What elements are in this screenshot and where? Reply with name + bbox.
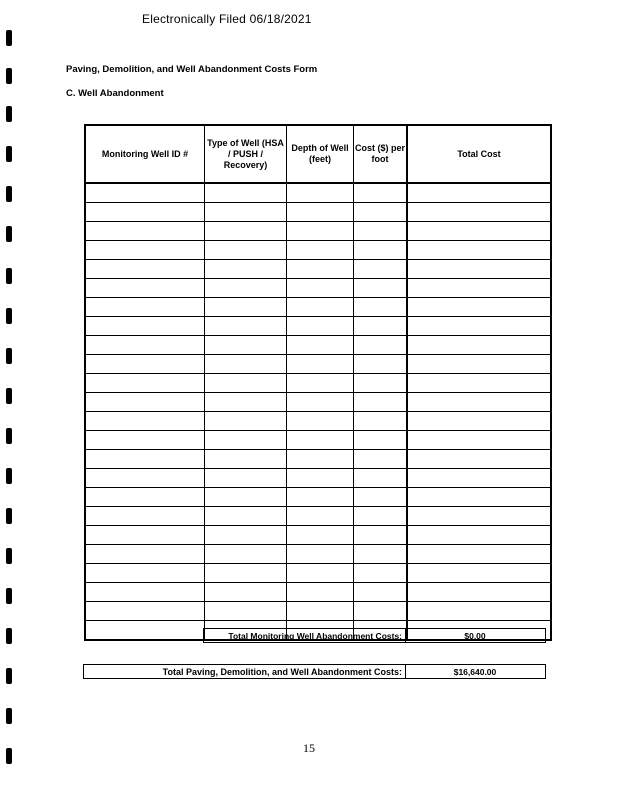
table-cell [205, 317, 287, 336]
table-row [85, 564, 551, 583]
table-cell [85, 393, 205, 412]
table-cell [354, 298, 408, 317]
table-row [85, 488, 551, 507]
table-cell [205, 469, 287, 488]
table-cell [354, 583, 408, 602]
binder-hole [6, 708, 12, 724]
table-row [85, 507, 551, 526]
table-row [85, 279, 551, 298]
table-cell [85, 336, 205, 355]
table-cell [205, 507, 287, 526]
table-row [85, 374, 551, 393]
table-cell [287, 183, 354, 203]
table-row [85, 298, 551, 317]
table-cell [205, 374, 287, 393]
binder-hole [6, 428, 12, 444]
table-cell [205, 279, 287, 298]
table-cell [287, 583, 354, 602]
table-cell [407, 355, 551, 374]
table-cell [85, 431, 205, 450]
table-body [85, 183, 551, 640]
grand-total-label: Total Paving, Demolition, and Well Abandonment Costs: [84, 665, 406, 678]
table-cell [287, 488, 354, 507]
table-cell [85, 279, 205, 298]
table-cell [407, 336, 551, 355]
table-cell [407, 317, 551, 336]
table-cell [354, 526, 408, 545]
table-cell [287, 602, 354, 621]
table-row [85, 545, 551, 564]
table-cell [85, 374, 205, 393]
col-header-well-type: Type of Well (HSA / PUSH / Recovery) [205, 125, 287, 183]
table-cell [407, 431, 551, 450]
table-cell [354, 469, 408, 488]
grand-total-row [83, 664, 546, 679]
table-cell [407, 260, 551, 279]
table-row [85, 222, 551, 241]
table-cell [407, 279, 551, 298]
table-cell [205, 431, 287, 450]
table-cell [85, 488, 205, 507]
table-cell [287, 412, 354, 431]
table-cell [85, 412, 205, 431]
table-cell [85, 602, 205, 621]
table-cell [354, 393, 408, 412]
table-cell [205, 203, 287, 222]
table-cell [354, 412, 408, 431]
table-cell [407, 488, 551, 507]
col-header-well-id: Monitoring Well ID # [85, 125, 205, 183]
table-row [85, 412, 551, 431]
table-row [85, 450, 551, 469]
binder-hole [6, 348, 12, 364]
table-row [85, 469, 551, 488]
table-cell [287, 336, 354, 355]
table-cell [85, 450, 205, 469]
table-cell [287, 374, 354, 393]
table-cell [354, 241, 408, 260]
binder-hole [6, 226, 12, 242]
table-cell [85, 583, 205, 602]
table-cell [287, 203, 354, 222]
table-cell [85, 260, 205, 279]
table-cell [205, 355, 287, 374]
binder-hole [6, 548, 12, 564]
page-number: 15 [303, 741, 315, 755]
table-cell [407, 222, 551, 241]
binder-hole [6, 146, 12, 162]
table-cell [407, 183, 551, 203]
table-cell [205, 183, 287, 203]
table-cell [287, 545, 354, 564]
table-cell [205, 336, 287, 355]
binder-hole [6, 30, 12, 46]
table-cell [287, 317, 354, 336]
table-cell [354, 374, 408, 393]
table-cell [354, 564, 408, 583]
binder-hole [6, 308, 12, 324]
table-cell [205, 298, 287, 317]
table-cell [407, 393, 551, 412]
table-cell [354, 431, 408, 450]
table-row [85, 183, 551, 203]
binder-hole [6, 388, 12, 404]
table-cell [85, 355, 205, 374]
table-cell [407, 203, 551, 222]
table-cell [85, 507, 205, 526]
table-cell [287, 222, 354, 241]
binder-hole [6, 186, 12, 202]
table-row [85, 602, 551, 621]
table-cell [205, 260, 287, 279]
table-cell [85, 241, 205, 260]
table-cell [287, 393, 354, 412]
table-cell [85, 222, 205, 241]
table-cell [287, 469, 354, 488]
table-cell [354, 545, 408, 564]
table-cell [407, 412, 551, 431]
table-cell [85, 564, 205, 583]
table-row [85, 526, 551, 545]
table-cell [85, 317, 205, 336]
table-cell [354, 183, 408, 203]
table-cell [354, 602, 408, 621]
table-cell [407, 241, 551, 260]
table-cell [407, 469, 551, 488]
table-cell [287, 260, 354, 279]
table-header-row [85, 125, 551, 183]
table-cell [354, 260, 408, 279]
section-title: C. Well Abandonment [66, 88, 164, 99]
table-cell [287, 431, 354, 450]
binder-hole [6, 106, 12, 122]
table-cell [354, 488, 408, 507]
table-cell [85, 469, 205, 488]
binder-hole [6, 268, 12, 284]
table-cell [205, 545, 287, 564]
form-title: Paving, Demolition, and Well Abandonment Costs Form [66, 64, 318, 75]
table-cell [407, 602, 551, 621]
table-cell [354, 317, 408, 336]
binder-hole [6, 668, 12, 684]
table-cell [407, 583, 551, 602]
binder-hole [6, 68, 12, 84]
table-cell [205, 602, 287, 621]
table-row [85, 431, 551, 450]
table-cell [354, 279, 408, 298]
well-abandonment-table [84, 124, 552, 641]
table-cell [85, 203, 205, 222]
binder-hole [6, 468, 12, 484]
table-cell [205, 412, 287, 431]
monitoring-total-value: $0.00 [464, 630, 486, 641]
table-cell [407, 374, 551, 393]
table-cell [287, 241, 354, 260]
table-row [85, 203, 551, 222]
table-cell [85, 545, 205, 564]
table-cell [205, 222, 287, 241]
table-cell [407, 526, 551, 545]
table-cell [407, 450, 551, 469]
table-cell [205, 583, 287, 602]
table-cell [354, 450, 408, 469]
table-cell [354, 355, 408, 374]
table-row [85, 393, 551, 412]
table-cell [407, 564, 551, 583]
binder-holes [4, 0, 14, 800]
col-header-cost-per-foot: Cost ($) per foot [354, 125, 408, 183]
table-row [85, 241, 551, 260]
table-cell [85, 298, 205, 317]
binder-hole [6, 508, 12, 524]
table-cell [287, 526, 354, 545]
table-cell [85, 183, 205, 203]
table-cell [205, 241, 287, 260]
table-row [85, 317, 551, 336]
table-cell [85, 621, 205, 641]
table-row [85, 336, 551, 355]
table-cell [354, 203, 408, 222]
table-cell [287, 279, 354, 298]
table-cell [287, 355, 354, 374]
table-row [85, 355, 551, 374]
binder-hole [6, 588, 12, 604]
table-row [85, 260, 551, 279]
grand-total-value: $16,640.00 [453, 666, 497, 677]
table-cell [287, 298, 354, 317]
table-cell [407, 298, 551, 317]
table-cell [205, 526, 287, 545]
binder-hole [6, 628, 12, 644]
filing-stamp: Electronically Filed 06/18/2021 [142, 12, 312, 26]
table-row [85, 583, 551, 602]
table-cell [407, 545, 551, 564]
table-cell [205, 450, 287, 469]
table-cell [287, 507, 354, 526]
table-cell [205, 488, 287, 507]
table-cell [407, 507, 551, 526]
monitoring-total-row [203, 628, 546, 643]
table-cell [205, 564, 287, 583]
table-cell [85, 526, 205, 545]
table-cell [205, 393, 287, 412]
col-header-depth: Depth of Well (feet) [287, 125, 354, 183]
col-header-total-cost: Total Cost [407, 125, 551, 183]
monitoring-total-label: Total Monitoring Well Abandonment Costs: [204, 629, 406, 642]
table-cell [354, 507, 408, 526]
table-cell [354, 222, 408, 241]
table-cell [354, 336, 408, 355]
table-cell [287, 450, 354, 469]
table-cell [287, 564, 354, 583]
